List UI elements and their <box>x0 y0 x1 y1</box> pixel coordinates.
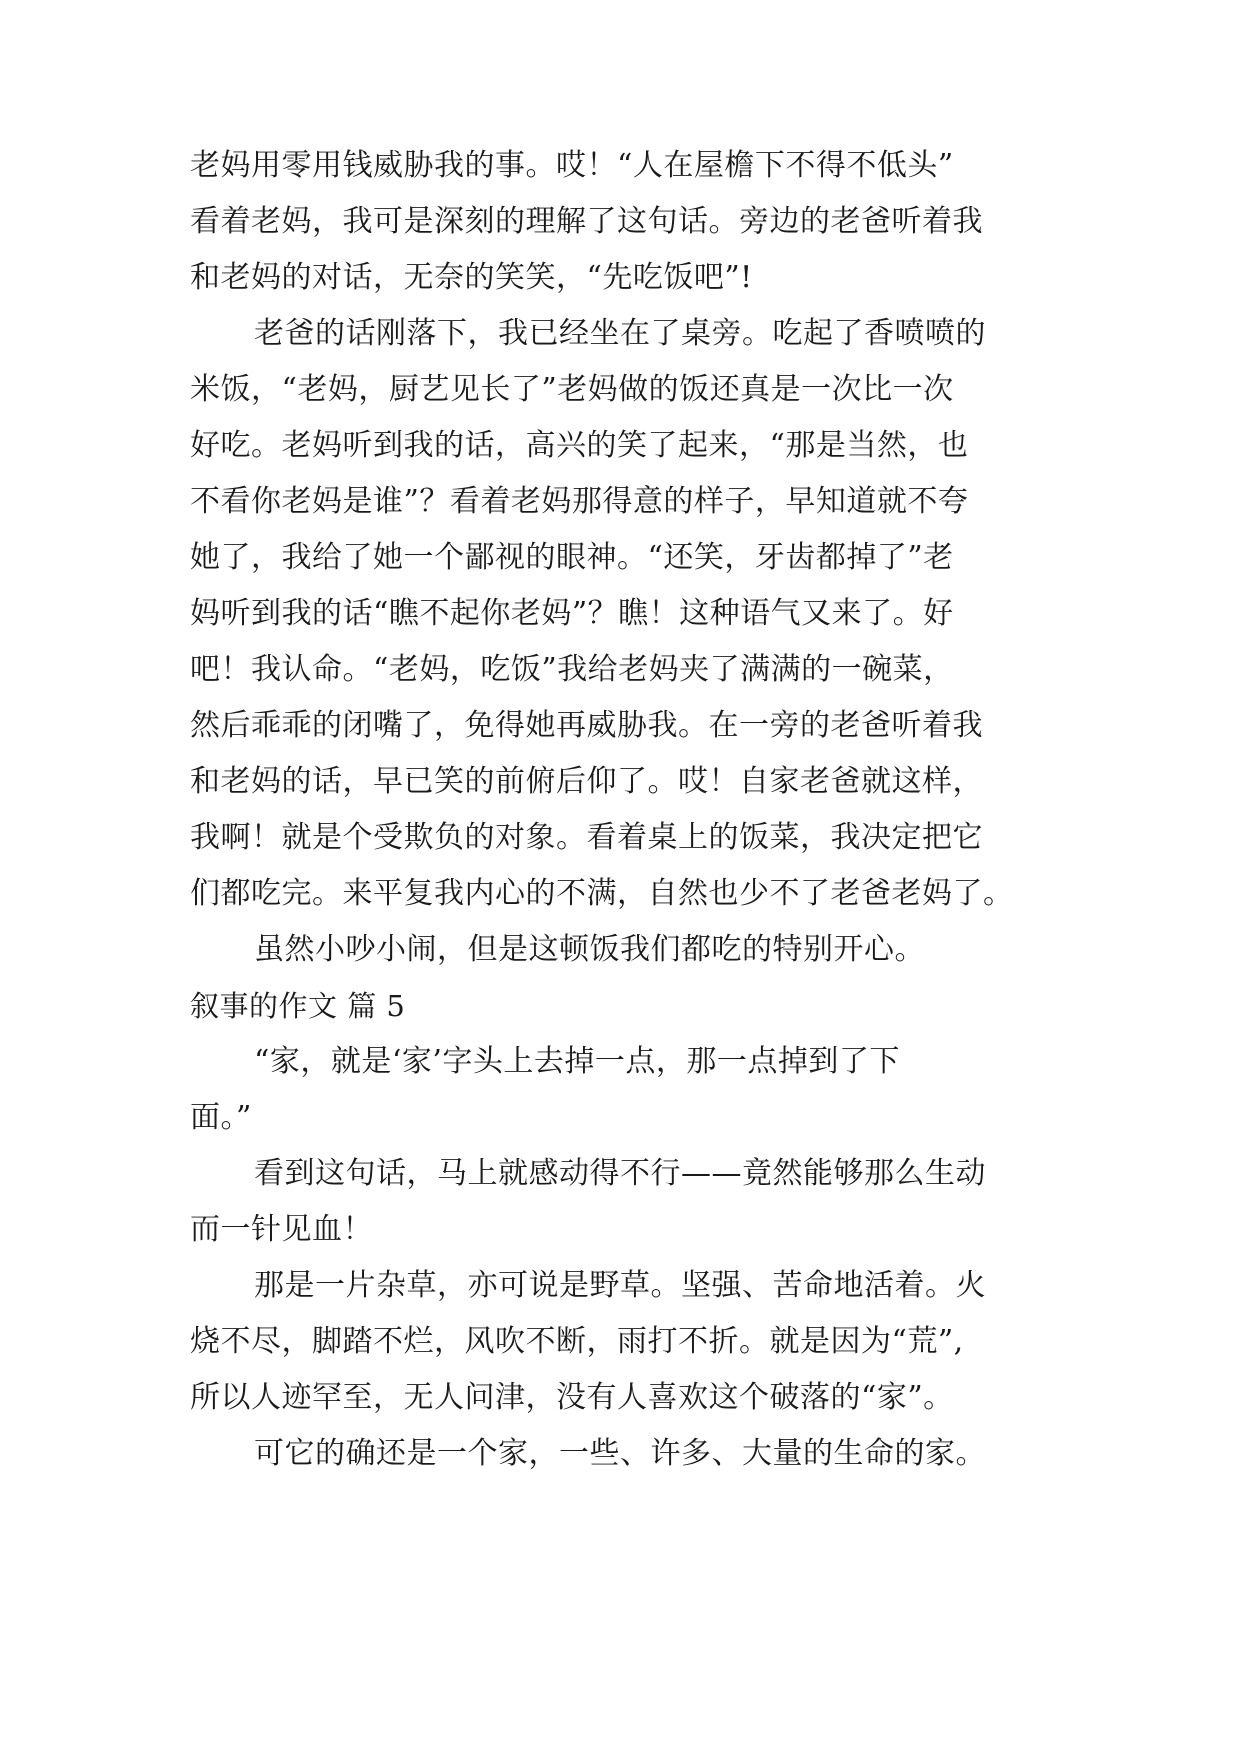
text-line: 吧！我认命。“老妈，吃饭”我给老妈夹了满满的一碗菜， <box>190 652 954 687</box>
section-heading: 叙事的作文 篇 5 <box>190 989 406 1023</box>
text-line: 老妈用零用钱威胁我的事。哎！“人在屋檐下不得不低头” <box>190 148 954 183</box>
paragraph-start-line: “家，就是‘家’字头上去掉一点，那一点掉到了下 <box>254 1044 900 1079</box>
text-line: 烧不尽，脚踏不烂，风吹不断，雨打不折。就是因为“荒”, <box>190 1324 964 1359</box>
paragraph-start-line: 老爸的话刚落下，我已经坐在了桌旁。吃起了香喷喷的 <box>254 316 986 351</box>
text-line: 米饭，“老妈，厨艺见长了”老妈做的饭还真是一次比一次 <box>190 372 954 407</box>
text-line: 和老妈的对话，无奈的笑笑，“先吃饭吧”! <box>190 260 753 295</box>
text-line: 好吃。老妈听到我的话，高兴的笑了起来，“那是当然，也 <box>190 428 969 463</box>
text-line: 不看你老妈是谁”？看着老妈那得意的样子，早知道就不夸 <box>190 484 969 519</box>
text-line: 和老妈的话，早已笑的前俯后仰了。哎！自家老爸就这样， <box>190 764 983 799</box>
text-line: 我啊！就是个受欺负的对象。看着桌上的饭菜，我决定把它 <box>190 820 983 855</box>
text-line: 然后乖乖的闭嘴了，免得她再威胁我。在一旁的老爸听着我 <box>190 708 983 743</box>
paragraph-start-line: 可它的确还是一个家，一些、许多、大量的生命的家。 <box>254 1436 986 1471</box>
text-line: 们都吃完。来平复我内心的不满，自然也少不了老爸老妈了。 <box>190 876 1014 911</box>
text-line: 妈听到我的话“瞧不起你老妈”？瞧！这种语气又来了。好 <box>190 596 954 631</box>
text-line: 看着老妈，我可是深刻的理解了这句话。旁边的老爸听着我 <box>190 204 983 239</box>
paragraph-start-line: 虽然小吵小闹，但是这顿饭我们都吃的特别开心。 <box>254 932 925 967</box>
text-line: 面。” <box>190 1100 252 1135</box>
text-line: 她了，我给了她一个鄙视的眼神。“还笑，牙齿都掉了”老 <box>190 540 954 575</box>
text-line: 所以人迹罕至，无人问津，没有人喜欢这个破落的“家”。 <box>190 1380 954 1415</box>
paragraph-start-line: 那是一片杂草，亦可说是野草。坚强、苦命地活着。火 <box>254 1268 986 1303</box>
text-line: 而一针见血！ <box>190 1212 373 1247</box>
paragraph-start-line: 看到这句话，马上就感动得不行——竟然能够那么生动 <box>254 1156 986 1191</box>
